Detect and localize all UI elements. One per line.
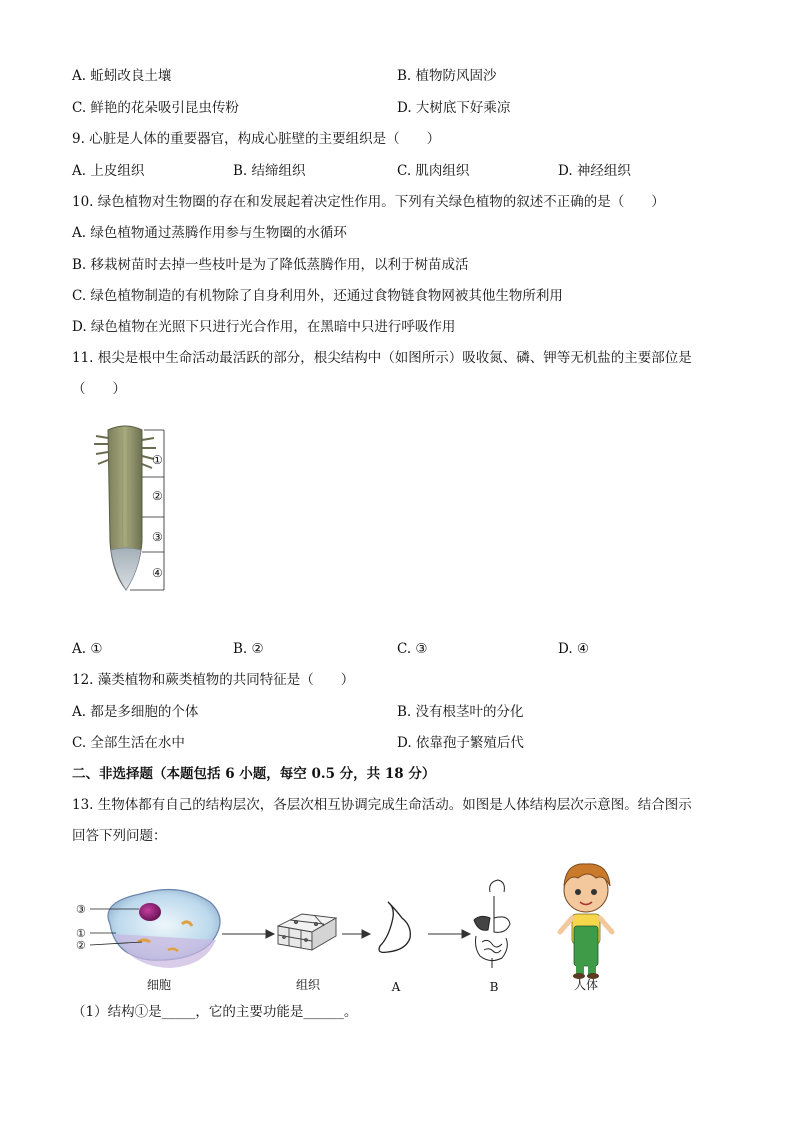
organ-stomach-illustration (379, 902, 410, 952)
q13-stem: 13. 生物体都有自己的结构层次，各层次相互协调完成生命活动。如图是人体结构层次示意图。结合图示 (72, 797, 692, 813)
q11-option-d: D. ④ (558, 641, 590, 657)
root-label-3: ③ (152, 530, 163, 544)
q8-option-a: A. 蚯蚓改良土壤 (72, 68, 172, 84)
q11-option-b: B. ② (233, 641, 264, 657)
q11-option-a: A. ① (72, 641, 103, 657)
q11-stem-paren: （ ） (72, 381, 126, 397)
q8-option-d: D. 大树底下好乘凉 (397, 100, 511, 116)
section-2-heading: 二、非选择题（本题包括 6 小题，每空 0.5 分，共 18 分） (72, 766, 436, 782)
cell-marker-3: ③ (76, 903, 86, 916)
q12-option-a: A. 都是多细胞的个体 (72, 704, 199, 720)
cell-marker-1: ① (76, 927, 86, 940)
q9-option-c: C. 肌肉组织 (397, 163, 470, 179)
q9-stem: 9. 心脏是人体的重要器官，构成心脏壁的主要组织是（ ） (72, 131, 441, 147)
root-label-2: ② (152, 489, 163, 503)
caption-b: B (489, 980, 499, 994)
digestive-system-illustration (474, 880, 510, 968)
q9-option-a: A. 上皮组织 (72, 163, 145, 179)
q11-option-c: C. ③ (397, 641, 428, 657)
human-boy-illustration (560, 864, 612, 979)
cell-illustration (90, 890, 220, 969)
q12-option-c: C. 全部生活在水中 (72, 735, 185, 751)
q10-option-b: B. 移栽树苗时去掉一些枝叶是为了降低蒸腾作用，以利于树苗成活 (72, 257, 469, 273)
q9-option-b: B. 结缔组织 (233, 163, 306, 179)
tissue-illustration (278, 914, 336, 950)
q9-option-d: D. 神经组织 (558, 163, 631, 179)
q8-option-b: B. 植物防风固沙 (397, 68, 497, 84)
caption-a: A (391, 980, 401, 994)
root-label-4: ④ (152, 566, 163, 580)
body-structure-levels-figure (70, 852, 630, 1000)
root-tip-figure (90, 422, 180, 597)
cell-marker-2: ② (76, 939, 86, 952)
q13-stem-cont: 回答下列问题： (72, 828, 167, 844)
q12-option-b: B. 没有根茎叶的分化 (397, 704, 524, 720)
q10-option-a: A. 绿色植物通过蒸腾作用参与生物圈的水循环 (72, 225, 347, 241)
q13-subquestion-1: （1）结构①是_____，它的主要功能是______。 (72, 1004, 358, 1020)
q10-stem: 10. 绿色植物对生物圈的存在和发展起着决定性作用。下列有关绿色植物的叙述不正确的是（ ） (72, 194, 665, 210)
q10-option-c: C. 绿色植物制造的有机物除了自身利用外，还通过食物链食物网被其他生物所利用 (72, 288, 563, 304)
q11-stem: 11. 根尖是根中生命活动最活跃的部分，根尖结构中（如图所示）吸收氮、磷、钾等无机盐的主要部位是 (72, 350, 692, 366)
q10-option-d: D. 绿色植物在光照下只进行光合作用，在黑暗中只进行呼吸作用 (72, 319, 456, 335)
caption-human: 人体 (573, 978, 599, 992)
root-label-1: ① (152, 453, 163, 467)
caption-cell: 细胞 (146, 978, 172, 992)
caption-tissue: 组织 (295, 978, 321, 992)
q8-option-c: C. 鲜艳的花朵吸引昆虫传粉 (72, 100, 239, 116)
q12-option-d: D. 依靠孢子繁殖后代 (397, 735, 524, 751)
q12-stem: 12. 藻类植物和蕨类植物的共同特征是（ ） (72, 672, 355, 688)
